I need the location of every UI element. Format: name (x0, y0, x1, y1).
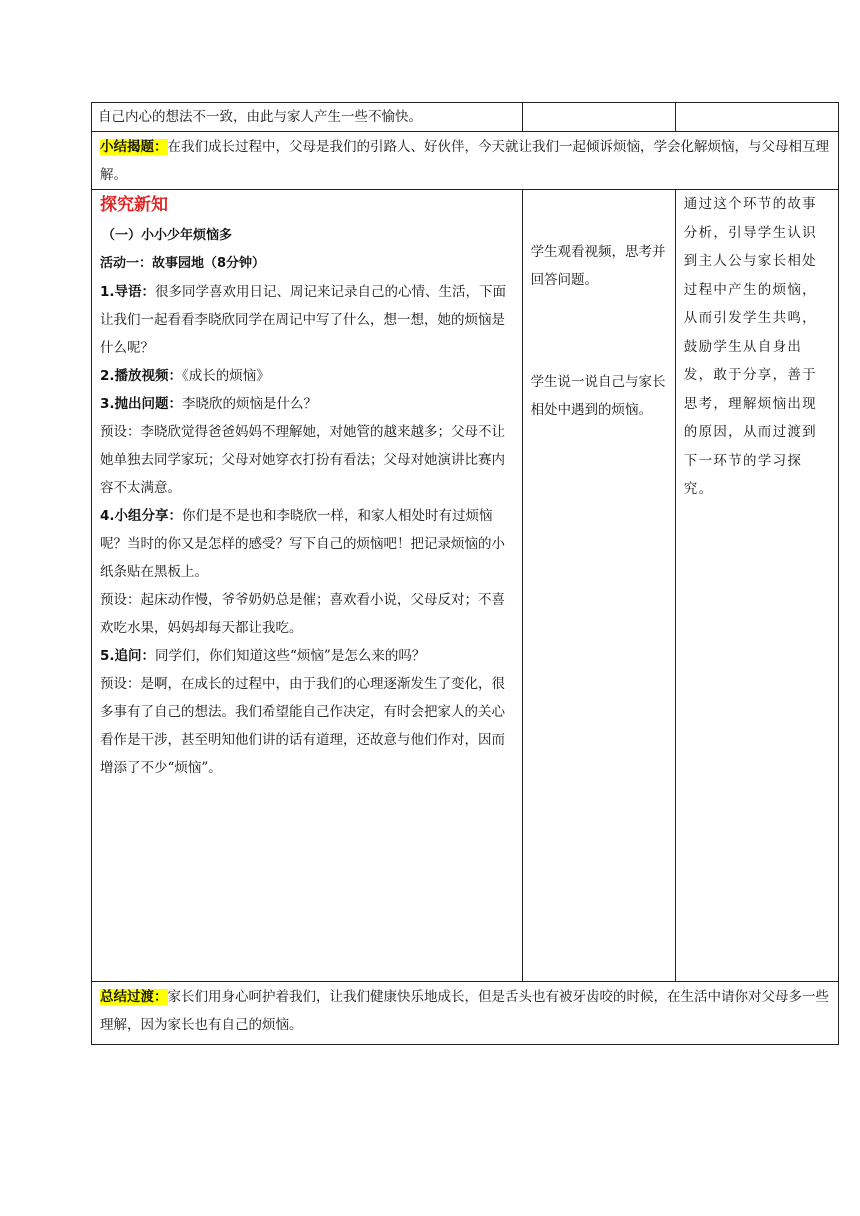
item-text: 同学们，你们知道这些“烦恼”是怎么来的吗？ (155, 648, 426, 664)
student-activity-cell (522, 190, 675, 982)
teacher-activity-cell (92, 190, 523, 982)
closing-text: 家长们用身心呵护着我们，让我们健康快乐地成长，但是舌头也有被牙齿咬的时候，在生活中请你对父母多一些理解，因为家长也有自己的烦恼。 (100, 989, 829, 1033)
paragraph-video (100, 362, 516, 390)
student-activity-cell (522, 103, 675, 132)
paragraph-followup (100, 642, 516, 670)
subsection-heading: （一）小小少年烦恼多 (102, 228, 233, 243)
table-row (92, 103, 839, 132)
item-text: 预设：李晓欣觉得爸爸妈妈不理解她，对她管的越来越多；父母不让她单独去同学家玩；父母对她穿衣打扮有看法；父母对她演讲比赛内容不太满意。 (100, 424, 505, 496)
student-activity-1: 学生观看视频，思考并回答问题。 (530, 244, 666, 288)
student-activity-2: 学生说一说自己与家长相处中遇到的烦恼。 (530, 374, 666, 418)
item-text: 预设：是啊，在成长的过程中，由于我们的心理逐渐发生了变化，很多事有了自己的想法。我们希望能自己作决定，有时会把家人的关心看作是干涉，甚至明知他们讲的话有道理，还故意与他们作对，因而增添了不少“烦恼”。 (100, 676, 505, 776)
activity-heading: 活动一：故事园地（8分钟） (100, 256, 266, 271)
paragraph-question (100, 390, 516, 418)
section-title: 探究新知 (100, 195, 168, 215)
item-text: 你们是不是也和李晓欣一样，和家人相处时有过烦恼呢？当时的你又是怎样的感受？写下自己的烦恼吧！把记录烦恼的小纸条贴在黑板上。 (100, 508, 505, 580)
table-row (92, 132, 839, 190)
item-label: 1.导语： (100, 284, 156, 300)
item-text: 李晓欣的烦恼是什么？ (182, 396, 318, 412)
teacher-activity-cell (92, 103, 523, 132)
item-text: 《成长的烦恼》 (182, 368, 270, 384)
lesson-plan-table (91, 102, 839, 1045)
paragraph-preset (100, 586, 516, 642)
design-intent-text: 通过这个环节的故事分析，引导学生认识到主人公与家长相处过程中产生的烦恼，从而引发学生共鸣，鼓励学生从自身出发，敢于分享，善于思考，理解烦恼出现的原因，从而过渡到下一环节的学习探究。 (683, 196, 817, 497)
design-intent-cell (675, 190, 838, 982)
table-row (92, 982, 839, 1045)
closing-cell (92, 982, 839, 1045)
item-text: 很多同学喜欢用日记、周记来记录自己的心情、生活，下面让我们一起看看李晓欣同学在周记中写了什么，想一想，她的烦恼是什么呢？ (100, 284, 507, 356)
item-label: 3.抛出问题： (100, 396, 183, 412)
item-label: 2.播放视频： (100, 368, 183, 384)
design-intent-cell (675, 103, 838, 132)
item-label: 4.小组分享： (100, 508, 183, 524)
closing-paragraph (92, 982, 838, 1039)
table-row (92, 190, 839, 982)
closing-label: 总结过渡： (100, 989, 168, 1005)
item-text: 预设：起床动作慢，爷爷奶奶总是催；喜欢看小说，父母反对；不喜欢吃水果，妈妈却每天都让我吃。 (100, 592, 505, 636)
summary-cell (92, 132, 839, 190)
continued-text: 自己内心的想法不一致，由此与家人产生一些不愉快。 (98, 109, 422, 125)
summary-text: 在我们成长过程中，父母是我们的引路人、好伙伴，今天就让我们一起倾诉烦恼，学会化解烦恼，与父母相互理解。 (100, 139, 829, 183)
paragraph-preset (100, 670, 516, 782)
summary-paragraph (92, 132, 838, 189)
paragraph-group-share (100, 502, 516, 586)
item-label: 5.追问： (100, 648, 156, 664)
paragraph-intro (100, 278, 516, 362)
teacher-activity-content (92, 190, 522, 782)
paragraph-preset (100, 418, 516, 502)
summary-label: 小结揭题： (100, 139, 168, 155)
